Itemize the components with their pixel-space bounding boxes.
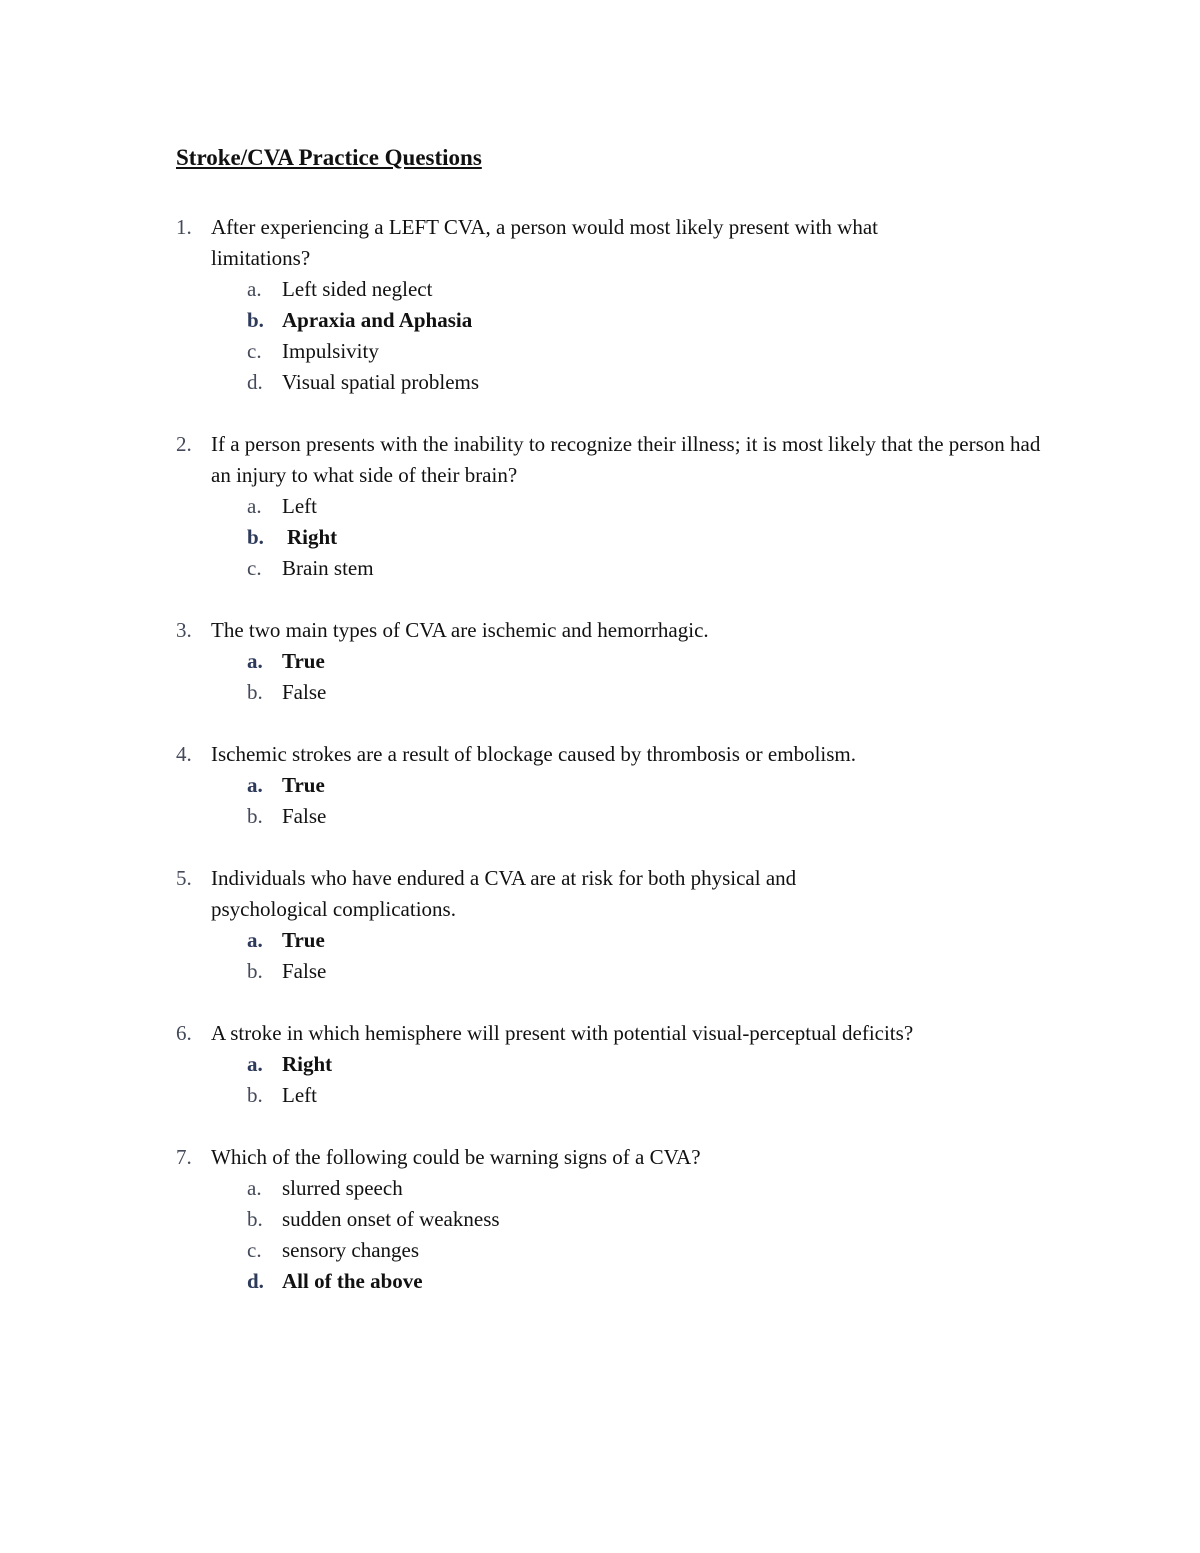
option-text: False [282,804,327,828]
question-text: A stroke in which hemisphere will present with potential visual-perceptual deficits? [211,1021,914,1045]
option-item [0,367,1200,398]
question-text: After experiencing a LEFT CVA, a person would most likely present with what limitations? [211,215,879,270]
option-list [0,646,1200,708]
question-5 [0,863,1200,987]
question-1 [0,212,1200,398]
option-letter: a. [247,1176,262,1200]
question-number: 1. [176,215,192,239]
option-text: Left sided neglect [282,277,433,301]
option-item-correct [0,522,1200,553]
question-text: Ischemic strokes are a result of blockage caused by thrombosis or embolism. [211,742,856,766]
option-item [0,274,1200,305]
option-item-correct [0,925,1200,956]
option-letter: b. [247,804,263,828]
option-item [0,956,1200,987]
option-text: Right [282,1052,333,1076]
question-text: The two main types of CVA are ischemic and hemorrhagic. [211,618,709,642]
option-letter: b. [247,1083,263,1107]
question-text: Which of the following could be warning signs of a CVA? [211,1145,701,1169]
option-letter: d. [247,370,263,394]
option-text: sudden onset of weakness [282,1207,500,1231]
question-text: Individuals who have endured a CVA are at risk for both physical and psychological complications. [211,866,797,921]
option-item-correct [0,305,1200,336]
option-text: False [282,959,327,983]
option-letter: b. [247,680,263,704]
option-text: False [282,680,327,704]
option-list [0,491,1200,584]
option-text: Left [282,1083,317,1107]
question-number: 5. [176,866,192,890]
option-item [0,801,1200,832]
option-text: Brain stem [282,556,374,580]
option-letter: b. [247,1207,263,1231]
question-number: 6. [176,1021,192,1045]
option-text: Impulsivity [282,339,379,363]
option-item [0,1204,1200,1235]
question-number: 2. [176,432,192,456]
page-title: Stroke/CVA Practice Questions [176,145,482,170]
option-text: slurred speech [282,1176,403,1200]
option-text: True [282,649,325,673]
option-list [0,1173,1200,1297]
option-list [0,925,1200,987]
question-number: 3. [176,618,192,642]
question-number: 7. [176,1145,192,1169]
option-item [0,1080,1200,1111]
option-item [0,553,1200,584]
option-letter: c. [247,1238,262,1262]
option-text: Left [282,494,317,518]
option-letter: c. [247,339,262,363]
option-item-correct [0,1266,1200,1297]
option-letter: a. [247,928,263,952]
option-letter: a. [247,649,263,673]
question-6 [0,1018,1200,1111]
option-letter: b. [247,308,264,332]
option-letter: a. [247,494,262,518]
option-item [0,336,1200,367]
option-text: Visual spatial problems [282,370,480,394]
option-item-correct [0,646,1200,677]
option-item-correct [0,770,1200,801]
option-list [0,274,1200,398]
option-item [0,491,1200,522]
option-text: Right [287,525,338,549]
option-item [0,1235,1200,1266]
option-item-correct [0,1049,1200,1080]
question-text: If a person presents with the inability to recognize their illness; it is most likely that the person had an injury to what side of their brain? [211,432,1041,487]
option-list [0,1049,1200,1111]
question-2 [0,429,1200,584]
option-item [0,1173,1200,1204]
question-7 [0,1142,1200,1297]
question-4 [0,739,1200,832]
option-text: sensory changes [282,1238,420,1262]
option-letter: a. [247,1052,263,1076]
option-letter: a. [247,277,262,301]
question-number: 4. [176,742,192,766]
option-item [0,677,1200,708]
option-text: True [282,928,325,952]
option-list [0,770,1200,832]
option-text: True [282,773,325,797]
option-letter: a. [247,773,263,797]
option-text: All of the above [282,1269,423,1293]
option-letter: b. [247,525,264,549]
option-text: Apraxia and Aphasia [282,308,473,332]
question-list [0,212,1200,1328]
question-3 [0,615,1200,708]
option-letter: b. [247,959,263,983]
option-letter: c. [247,556,262,580]
option-letter: d. [247,1269,264,1293]
